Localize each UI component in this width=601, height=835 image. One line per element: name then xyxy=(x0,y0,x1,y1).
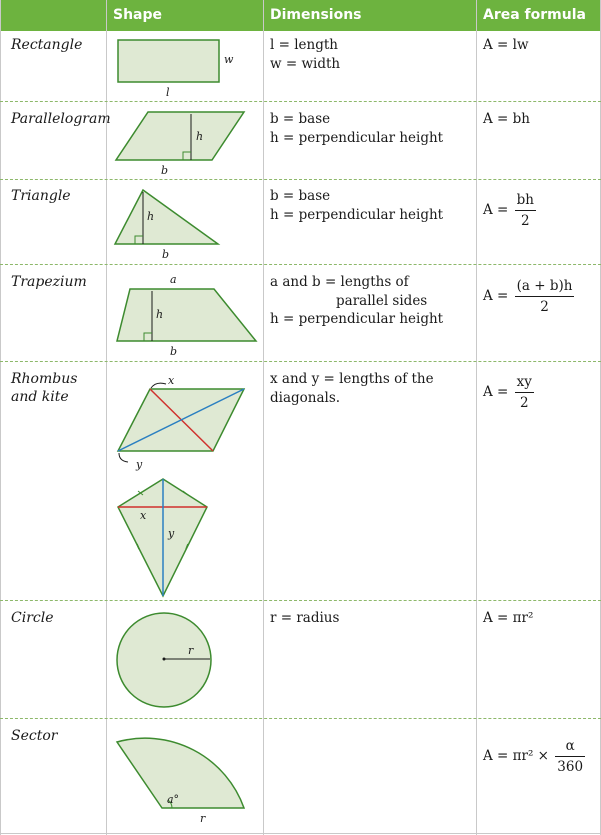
header-shape: Shape xyxy=(113,7,163,23)
rectangle-shape xyxy=(118,40,219,82)
formula-lhs: A = πr² × xyxy=(483,748,549,764)
x-pointer-arrow xyxy=(151,383,166,388)
shape-name-triangle: Triangle xyxy=(11,188,71,204)
rhombus-y-label: y xyxy=(136,458,143,471)
dimension-line: diagonals. xyxy=(270,389,341,406)
dimension-line: x and y = lengths of the xyxy=(270,371,434,387)
triangle-base-label: b xyxy=(162,248,170,261)
rectangle-width-label: w xyxy=(224,53,234,66)
triangle-height-label: h xyxy=(147,210,155,223)
formula-lhs: A = xyxy=(483,288,509,304)
shape-name-trapezium: Trapezium xyxy=(11,274,87,290)
sector-diagram xyxy=(117,738,244,825)
dimension-line: a and b = lengths of xyxy=(270,274,409,290)
formula-denominator: 2 xyxy=(521,213,530,229)
rectangle-diagram xyxy=(118,40,234,99)
dimension-line: b = base xyxy=(270,111,331,127)
dimension-line: r = radius xyxy=(270,610,340,626)
kite-y-label: y xyxy=(168,527,175,540)
sector-radius-label: r xyxy=(200,812,206,825)
trapezium-diagram xyxy=(117,273,256,358)
triangle-shape xyxy=(115,190,218,244)
shape-name-line: and kite xyxy=(11,389,69,405)
rectangle-length-label: l xyxy=(166,86,170,99)
dimension-line: parallel sides xyxy=(336,292,428,309)
trapezium-height-label: h xyxy=(156,308,164,321)
parallelogram-height-label: h xyxy=(196,130,204,143)
parallelogram-base-label: b xyxy=(161,164,169,177)
circle-diagram xyxy=(117,613,211,707)
header-area-formula: Area formula xyxy=(483,7,586,23)
formula-numerator: bh xyxy=(515,191,536,211)
rhombus-diagram xyxy=(118,374,244,471)
kite-diagram xyxy=(118,479,207,596)
trapezium-shape xyxy=(117,289,256,341)
shape-name-parallelogram: Parallelogram xyxy=(11,111,111,127)
parallelogram-shape xyxy=(116,112,244,160)
dimension-line: w = width xyxy=(270,55,341,72)
kite-x-label: x xyxy=(140,509,147,522)
formula-lhs: A = xyxy=(483,202,509,218)
formula-denominator: 2 xyxy=(540,299,549,315)
dimension-line: b = base xyxy=(270,188,331,204)
formula-numerator: (a + b)h xyxy=(515,277,575,297)
triangle-diagram xyxy=(115,190,218,261)
sector-angle-label: a° xyxy=(167,793,180,806)
formula-lhs: A = xyxy=(483,384,509,400)
formula-numerator: xy xyxy=(515,373,534,393)
formula-denominator: 360 xyxy=(557,759,584,775)
formula-rectangle: A = lw xyxy=(483,37,529,53)
formula-denominator: 2 xyxy=(519,395,529,411)
dimension-line: h = perpendicular height xyxy=(270,206,444,223)
parallelogram-diagram xyxy=(116,112,244,177)
y-pointer-arrow xyxy=(119,453,128,462)
dimension-line: h = perpendicular height xyxy=(270,311,444,327)
circle-radius-label: r xyxy=(188,644,194,657)
dimension-line: h = perpendicular height xyxy=(270,129,444,146)
rhombus-x-label: x xyxy=(168,374,175,387)
trapezium-top-label: a xyxy=(170,273,177,286)
formula-numerator: α xyxy=(555,737,585,757)
shape-name-line: Rhombus xyxy=(11,371,78,387)
circle-centre-point xyxy=(163,658,166,661)
shape-name-circle: Circle xyxy=(11,610,54,626)
shape-name-rectangle: Rectangle xyxy=(11,37,83,53)
dimension-line: l = length xyxy=(270,37,338,53)
sector-shape xyxy=(117,738,244,808)
shape-name-sector: Sector xyxy=(11,728,58,744)
formula-circle: A = πr² xyxy=(483,610,534,626)
trapezium-base-label: b xyxy=(170,345,178,358)
header-dimensions: Dimensions xyxy=(270,7,362,23)
formula-parallelogram: A = bh xyxy=(483,111,530,127)
